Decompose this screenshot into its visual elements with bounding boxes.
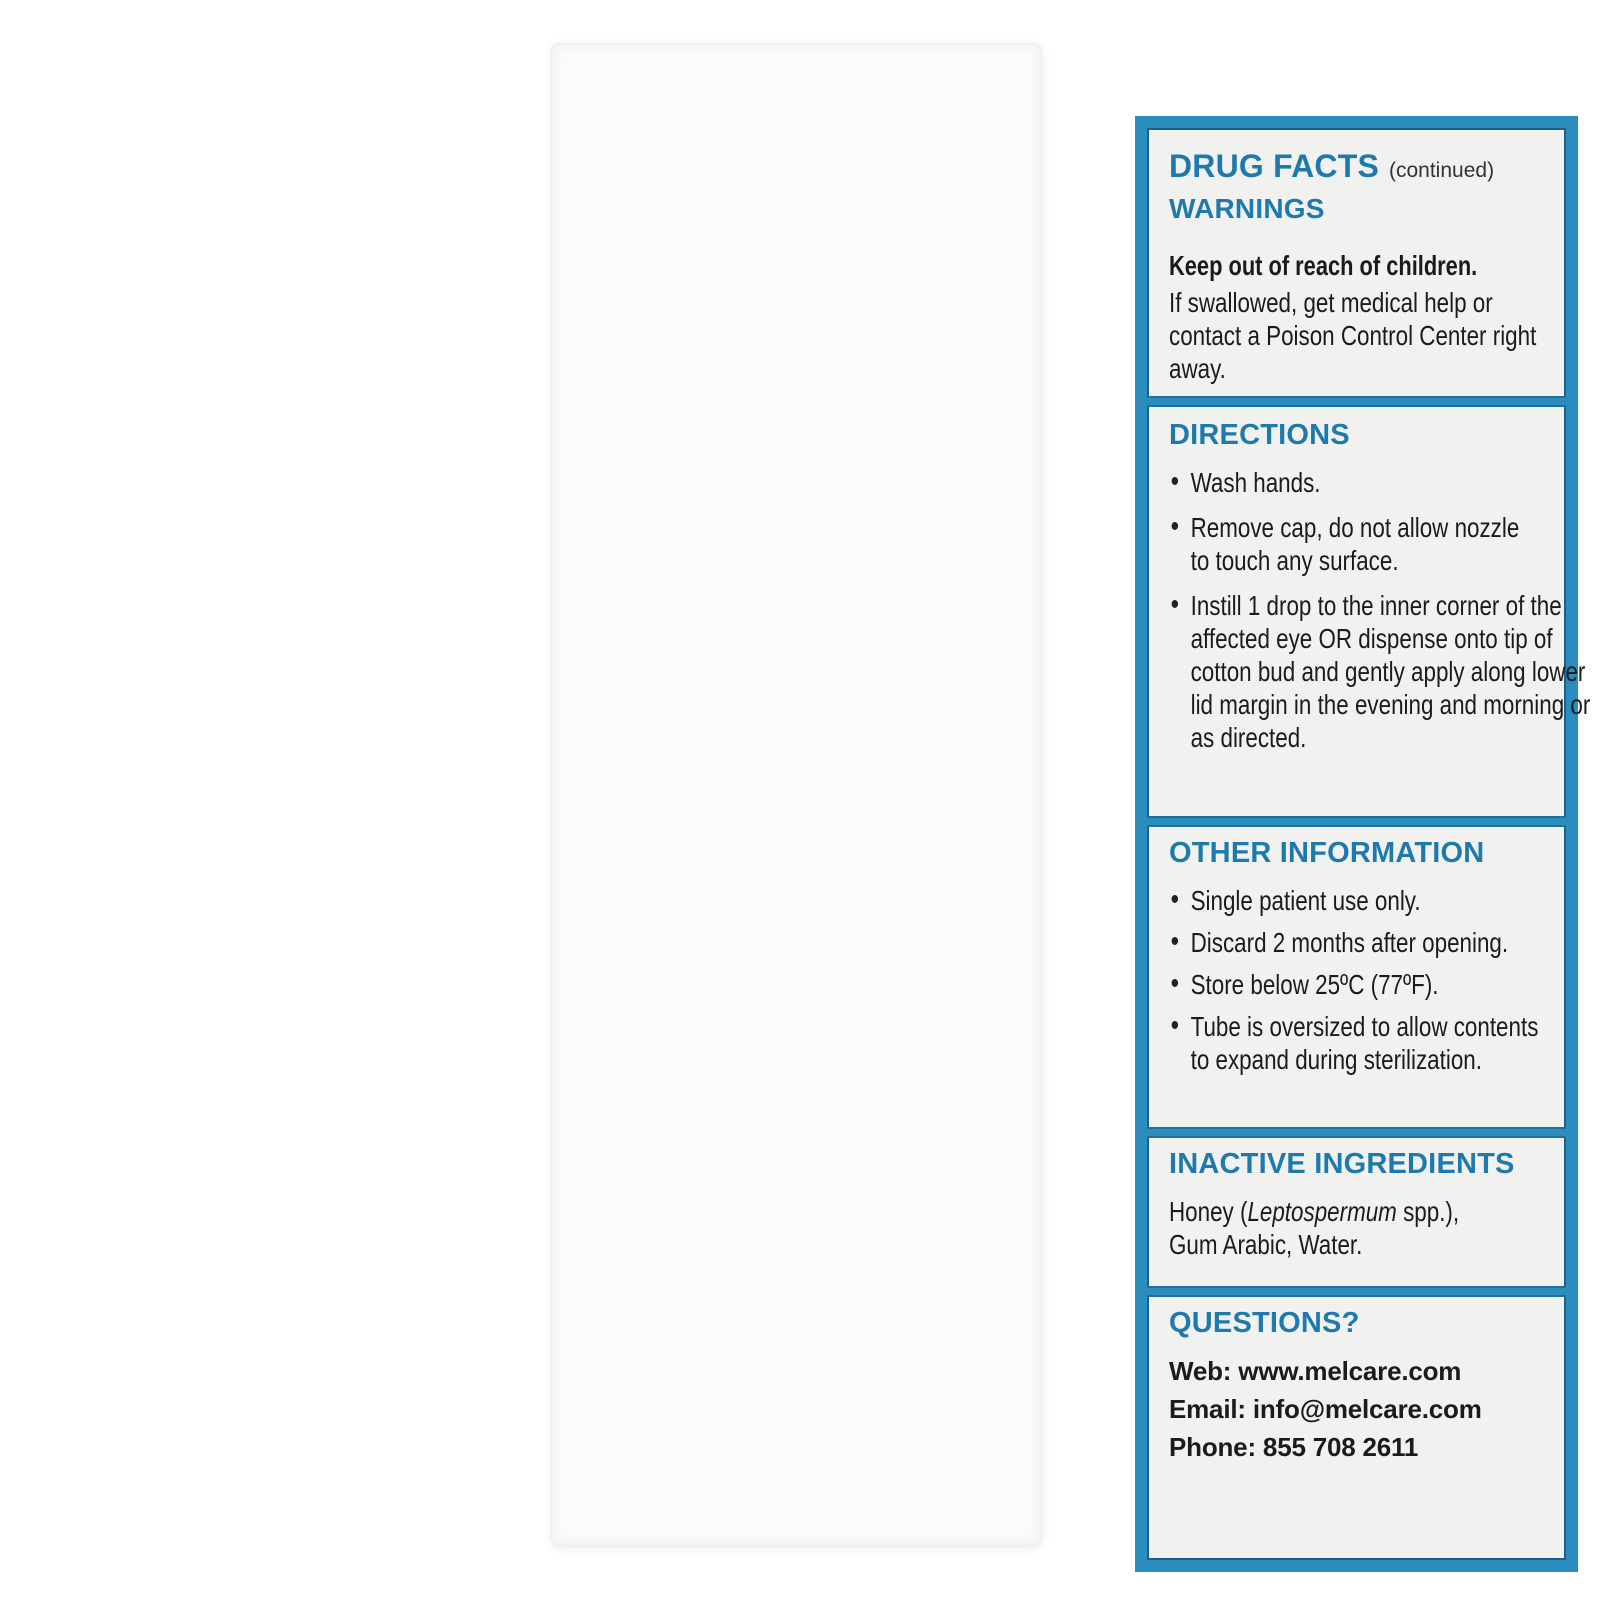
- directions-heading: DIRECTIONS: [1169, 419, 1350, 451]
- inactive-ingredients-species-italic: Leptospermum: [1247, 1196, 1397, 1227]
- carton-side-panel: [552, 44, 1591, 1545]
- other-info-item-single-patient: [1169, 884, 1559, 917]
- contact-email: Email: info@melcare.com: [1169, 1394, 1482, 1424]
- directions-item-text: Remove cap, do not allow nozzle to touch any surface.: [1190, 512, 1520, 576]
- section-divider: [1147, 1286, 1566, 1297]
- drug-facts-title: DRUG FACTS: [1169, 148, 1379, 184]
- section-other-information: [1147, 827, 1566, 1127]
- warnings-body: If swallowed, get medical help or contact a Poison Control Center right away.: [1169, 287, 1537, 384]
- other-info-item-text: Single patient use only.: [1190, 885, 1421, 916]
- other-information-list: [1169, 884, 1539, 1076]
- other-info-item-text: Store below 25ºC (77ºF).: [1190, 969, 1439, 1000]
- directions-item-instill: [1169, 589, 1599, 754]
- section-divider: [1147, 816, 1566, 827]
- section-inactive-ingredients: [1147, 1138, 1566, 1286]
- other-info-item-text: Tube is oversized to allow contents to expand during sterilization.: [1190, 1011, 1539, 1075]
- other-info-item-text: Discard 2 months after opening.: [1190, 927, 1509, 958]
- section-questions: [1147, 1297, 1566, 1560]
- inactive-ingredients-text-post: spp.), Gum Arabic, Water.: [1169, 1196, 1460, 1260]
- inactive-ingredients-heading: INACTIVE INGREDIENTS: [1169, 1148, 1515, 1180]
- warnings-heading: WARNINGS: [1169, 193, 1325, 224]
- inactive-ingredients-text-pre: Honey (: [1169, 1196, 1248, 1227]
- warnings-lead: Keep out of reach of children.: [1169, 250, 1478, 281]
- directions-item-remove-cap: [1169, 511, 1535, 577]
- section-directions: [1147, 407, 1591, 816]
- drug-facts-title-row: [1169, 148, 1566, 185]
- directions-item-text: Instill 1 drop to the inner corner of the affected eye OR dispense onto tip of cotton bud and gently apply along lower lid margin in the evening and morning or as directed.: [1190, 590, 1591, 753]
- other-info-item-store: [1169, 968, 1559, 1001]
- directions-item-text: Wash hands.: [1190, 467, 1321, 498]
- other-information-heading: OTHER INFORMATION: [1169, 837, 1485, 869]
- directions-item-wash: [1169, 466, 1577, 499]
- drug-facts-continued-note: (continued): [1389, 159, 1495, 182]
- section-warnings: [1147, 128, 1566, 396]
- other-info-item-discard: [1169, 926, 1559, 959]
- directions-list: [1169, 466, 1591, 754]
- contact-web: Web: www.melcare.com: [1169, 1356, 1462, 1386]
- contact-list: [1169, 1356, 1566, 1462]
- inactive-ingredients-body: [1169, 1195, 1489, 1261]
- questions-heading: QUESTIONS?: [1169, 1307, 1360, 1339]
- section-divider: [1147, 1127, 1566, 1138]
- other-info-item-tube-oversized: [1169, 1010, 1559, 1076]
- contact-phone: Phone: 855 708 2611: [1169, 1432, 1419, 1462]
- drug-facts-panel: [1135, 116, 1591, 1572]
- section-divider: [1147, 396, 1566, 407]
